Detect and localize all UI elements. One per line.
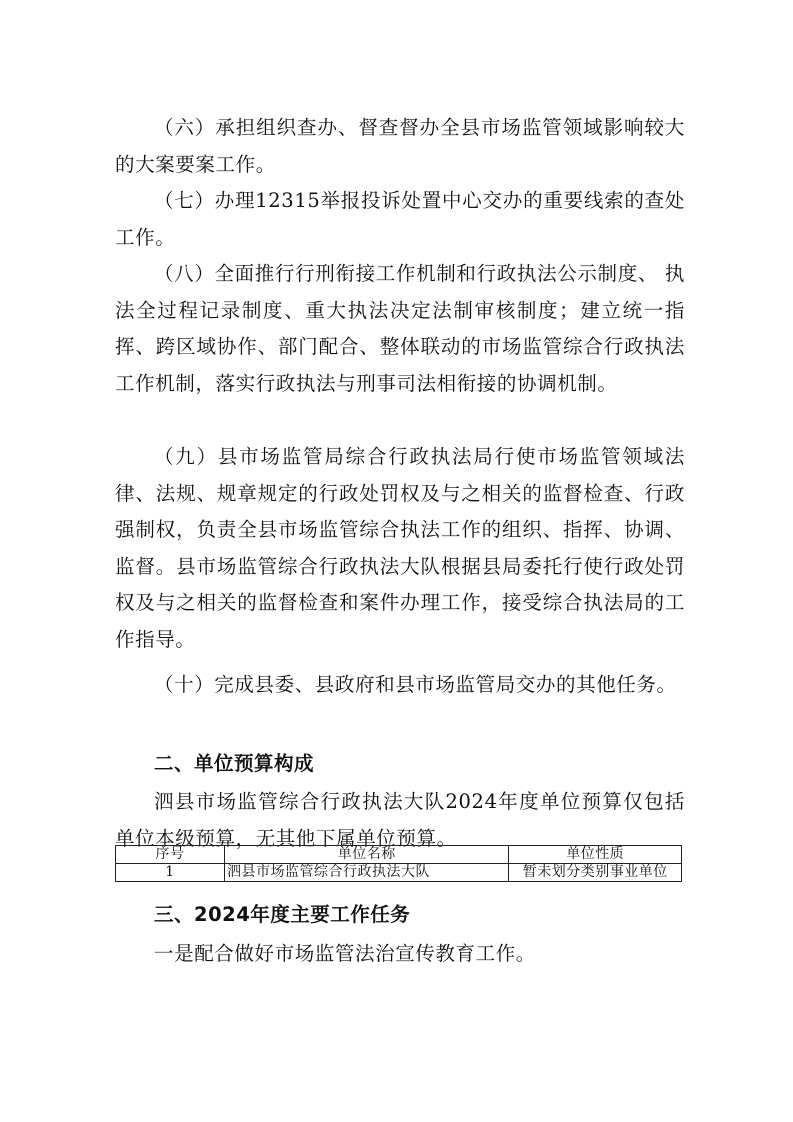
table-cell-unit-type: 暂未划分类别事业单位 xyxy=(509,864,682,882)
table-row xyxy=(116,864,682,882)
table-cell-unit-name: 泗县市场监管综合行政执法大队 xyxy=(224,864,509,882)
section-heading-tasks: 三、2024年度主要工作任务 xyxy=(154,903,411,926)
paragraph-item-8: （八）全面推行行刑衔接工作机制和行政执法公示制度、 执法全过程记录制度、重大执法决定法制审核制度；建立统一指挥、跨区域协作、部门配合、整体联动的市场监管综合行政执法工作机制，落实行政执法与刑事司法相衔接的协调机制。 xyxy=(115,262,685,395)
unit-table xyxy=(115,845,682,882)
section-heading-budget: 二、单位预算构成 xyxy=(154,752,315,775)
table-header-row xyxy=(116,846,682,864)
budget-description: 泗县市场监管综合行政执法大队2024年度单位预算仅包括单位本级预算，无其他下属单位预算。 xyxy=(115,790,685,850)
paragraph-item-10: （十）完成县委、县政府和县市场监管局交办的其他任务。 xyxy=(154,673,677,696)
table-header-unit-type: 单位性质 xyxy=(509,846,682,864)
table-cell-index: 1 xyxy=(116,864,225,882)
table-header-index: 序号 xyxy=(116,846,225,864)
task-item-1: 一是配合做好市场监管法治宣传教育工作。 xyxy=(154,942,536,965)
paragraph-item-7: （七）办理12315举报投诉处置中心交办的重要线索的查处工作。 xyxy=(115,189,685,249)
paragraph-item-9: （九）县市场监管局综合行政执法局行使市场监管领域法律、法规、规章规定的行政处罚权及与之相关的监督检查、行政强制权，负责全县市场监管综合执法工作的组织、指挥、协调、监督。县市场监管综合行政执法大队根据县局委托行使行政处罚权及与之相关的监督检查和案件办理工作，接受综合执法局的工作指导。 xyxy=(115,445,685,651)
paragraph-item-6: （六）承担组织查办、督查督办全县市场监管领域影响较大的大案要案工作。 xyxy=(115,116,685,176)
table-header-unit-name: 单位名称 xyxy=(224,846,509,864)
